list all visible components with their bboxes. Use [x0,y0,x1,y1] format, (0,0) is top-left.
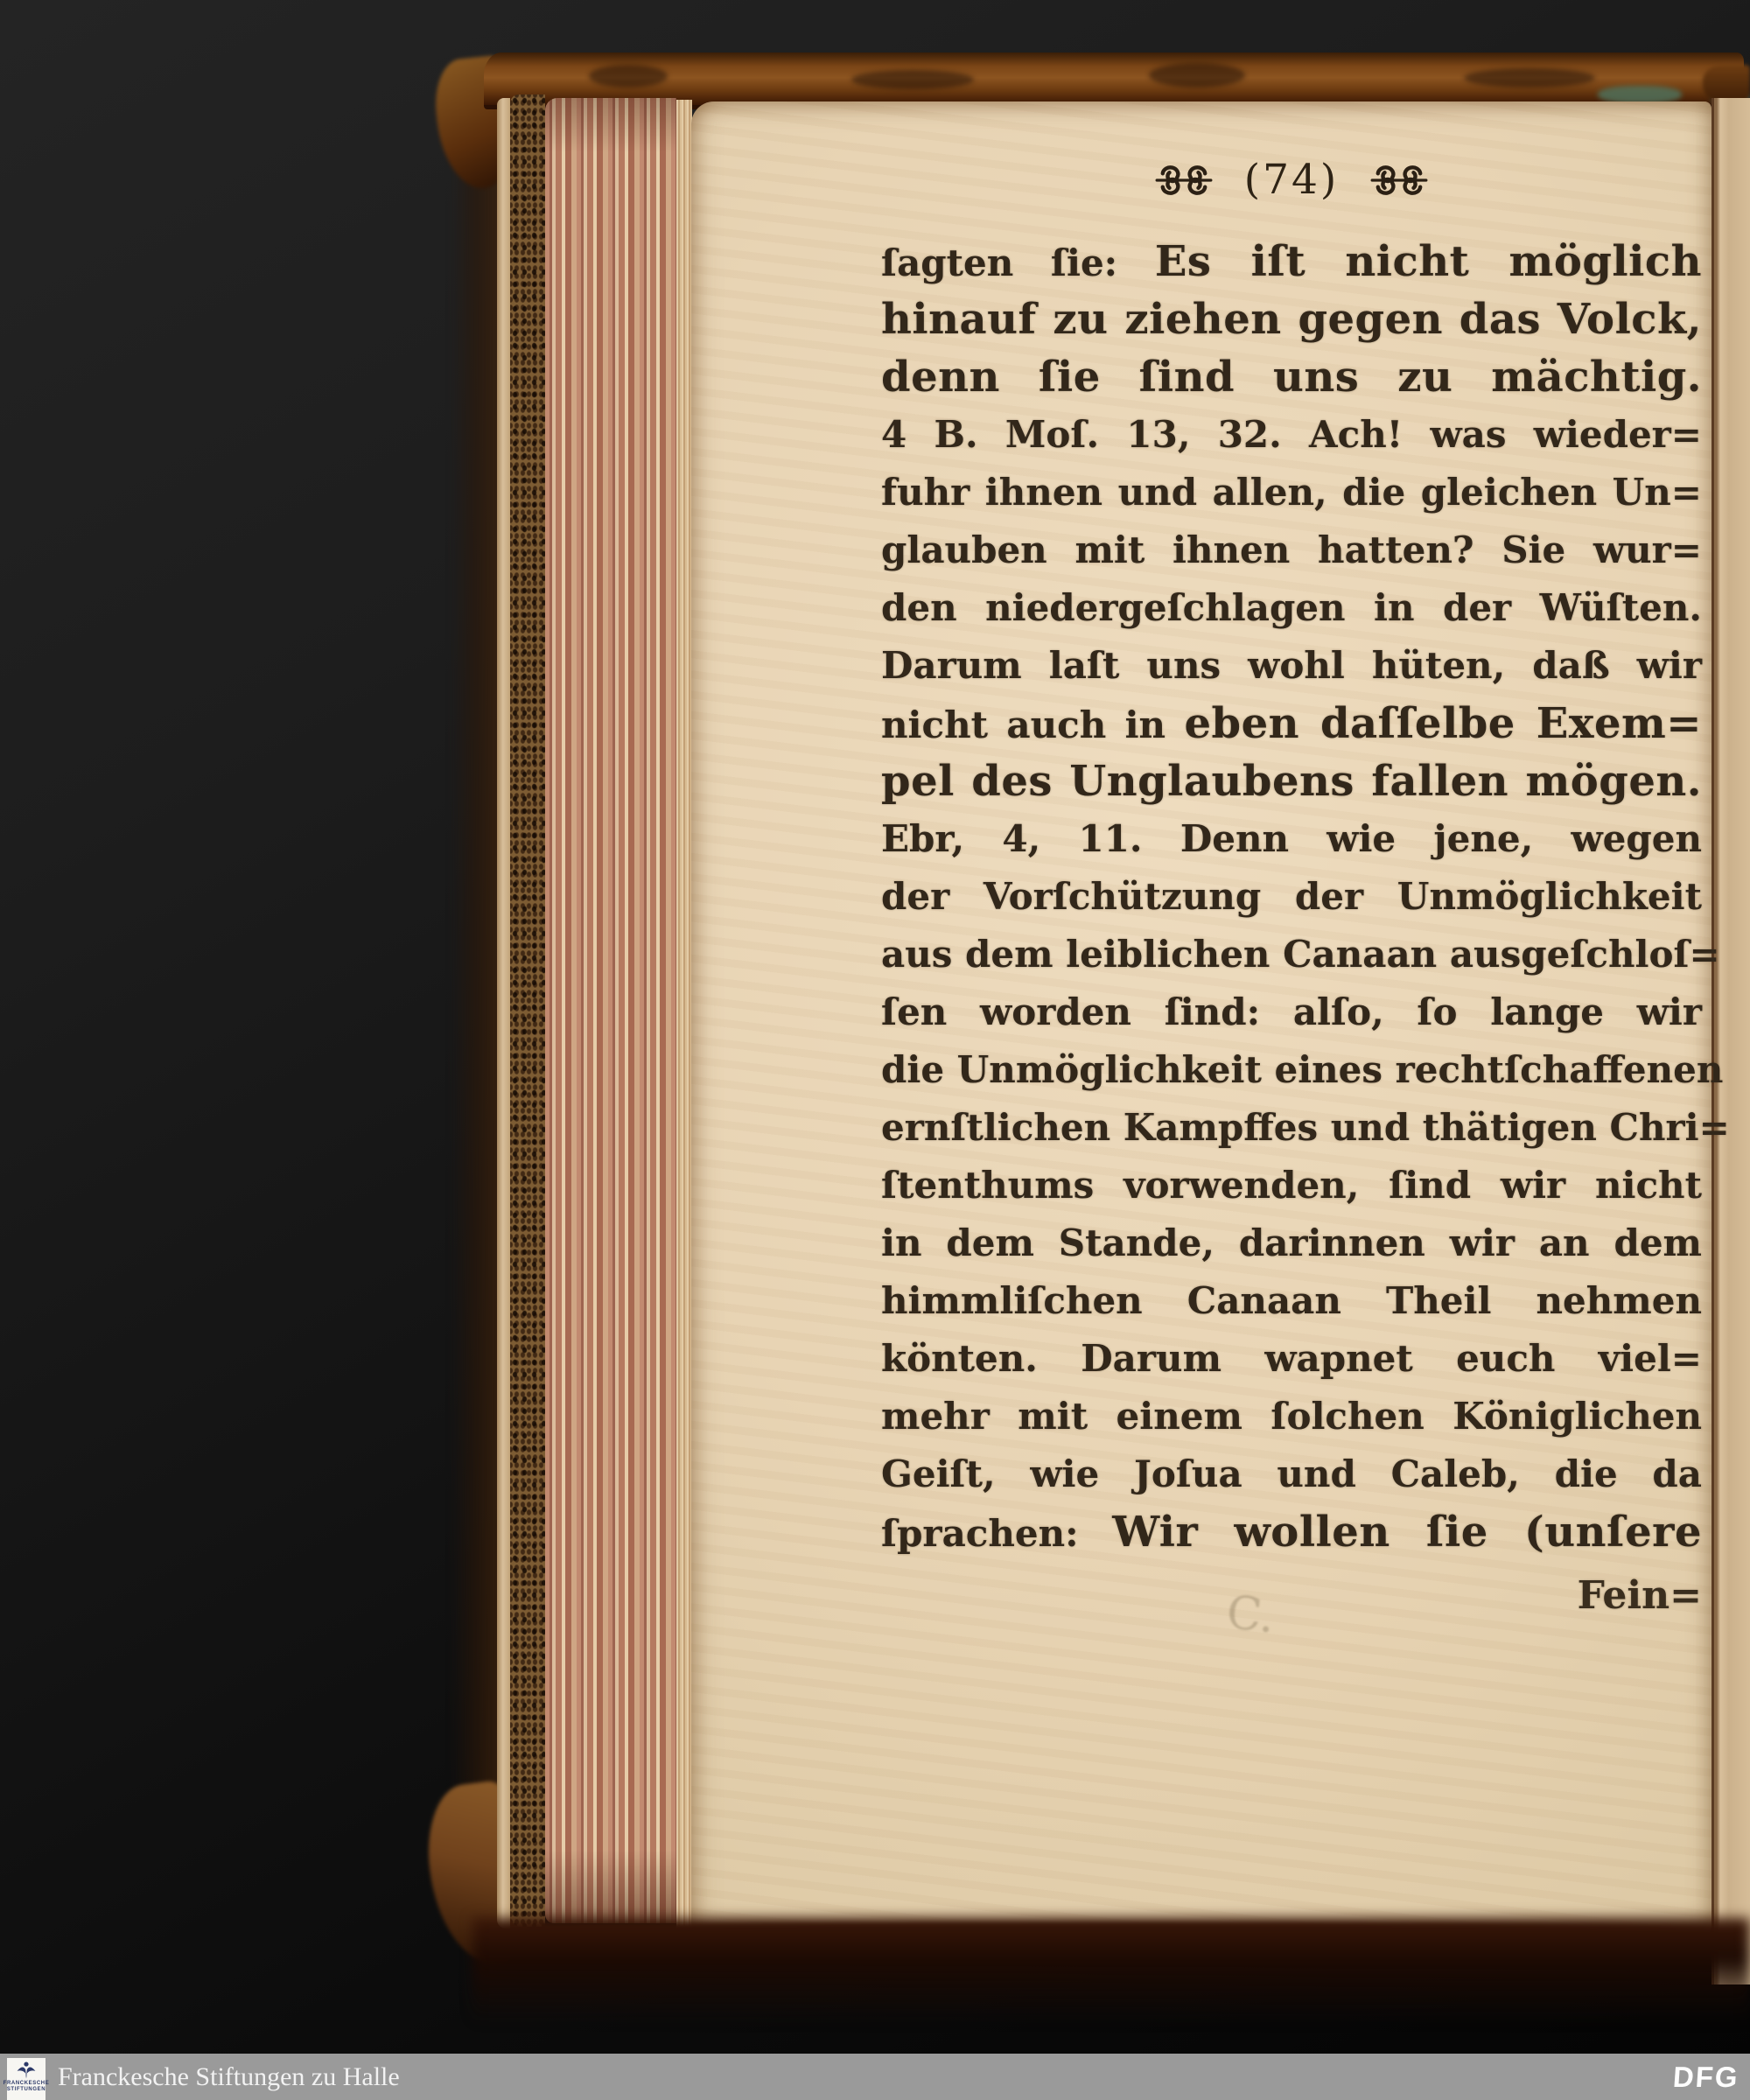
text-segment: Wir wollen ſie (unſere [1112,1508,1702,1557]
text-segment: denn ſie ſind uns zu mächtig. [881,353,1702,402]
text-segment: nicht auch in [881,704,1185,746]
teal-deterioration-patch [1598,86,1682,103]
text-segment: könten. Darum wapnet euch viel= [881,1337,1702,1380]
text-line [881,348,1702,406]
text-line [881,290,1702,348]
text-line [881,1099,1730,1157]
text-segment: den niedergeſchlagen in der Wüſten. [881,586,1702,629]
text-segment: mehr mit einem ſolchen Königlichen [881,1395,1702,1438]
book-edge-cream-strip [497,98,510,1928]
catchword: Fein= [1577,1573,1702,1618]
text-line [881,1272,1702,1330]
fleuron-ornament-right [1370,158,1428,203]
text-segment: Geiſt, wie Joſua und Caleb, die da [881,1452,1702,1495]
next-page-sliver [1712,98,1750,1984]
text-segment: fuhr ihnen und allen, die gleichen Un= [881,471,1702,514]
text-line [881,1330,1702,1388]
text-line [881,406,1702,464]
text-line [881,637,1702,695]
text-segment: die Unmöglichkeit eines rechtſchaffenen [881,1048,1724,1091]
text-line [881,695,1702,752]
text-segment: Es iſt nicht möglich [1154,237,1702,286]
text-segment: pel des Unglaubens fallen mögen. [881,757,1702,806]
text-line [881,926,1720,984]
text-segment: der Vorſchützung der Unmöglichkeit [881,875,1702,918]
text-segment: ſprachen: [881,1512,1113,1555]
text-segment: himmliſchen Canaan Theil nehmen [881,1279,1702,1322]
page-block-fine-stripes [676,100,692,1928]
text-line [881,868,1702,926]
text-block [881,233,1730,1561]
text-line [881,1503,1702,1561]
text-line [881,522,1702,579]
text-line [881,752,1702,810]
text-segment: Ebr, 4, 11. Denn wie jene, wegen [881,817,1702,860]
text-segment: 4 B. Moſ. 13, 32. Ach! was wieder= [881,413,1702,456]
page-header [881,156,1702,204]
page-number: (74) [1243,156,1340,204]
text-line [881,233,1702,290]
text-line [881,1157,1702,1214]
text-line [881,1214,1702,1272]
text-segment: glauben mit ihnen hatten? Sie wur= [881,528,1702,571]
logo-text-line1: FRANCKESCHE [3,2081,50,2086]
text-line [881,579,1702,637]
text-segment: ernſtlichen Kampffes und thätigen Chri= [881,1106,1730,1149]
text-line [881,1388,1702,1446]
bleedthrough-signature-mark: C. [1224,1586,1278,1644]
logo-text-line2: STIFTUNGEN [6,2087,46,2092]
speckled-leather-band [510,94,545,1927]
institution-name: Franckesche Stiftungen zu Halle [58,2062,400,2091]
text-segment: ſen worden ſind: alſo, ſo lange wir [881,990,1702,1033]
page-block-foreedge-stripes [545,98,676,1923]
text-segment: eben daſſelbe Exem= [1184,699,1703,748]
text-line [881,984,1702,1041]
dfg-logo: DFG [1672,2060,1741,2093]
text-segment: Darum laſt uns wohl hüten, daß wir [881,644,1702,687]
text-segment: hinauf zu ziehen gegen das Volck, [881,295,1702,344]
text-segment: ſagten ſie: [881,242,1155,284]
text-line [881,1041,1724,1099]
text-line [881,464,1702,522]
text-segment: ſtenthums vorwenden, ſind wir nicht [881,1164,1702,1207]
fleuron-ornament-left [1155,158,1213,203]
text-segment: in dem Stande, darinnen wir an dem [881,1222,1702,1264]
book-bottom-shadow [472,1918,1750,2023]
text-line [881,1446,1702,1503]
franckesche-logo [3,2058,50,2100]
text-segment: aus dem leiblichen Canaan ausgeſchloſ= [881,933,1720,976]
franckesche-emblem-icon [15,2060,38,2081]
text-line [881,810,1702,868]
footer-bar [0,2054,1750,2100]
book-page [691,102,1730,1936]
